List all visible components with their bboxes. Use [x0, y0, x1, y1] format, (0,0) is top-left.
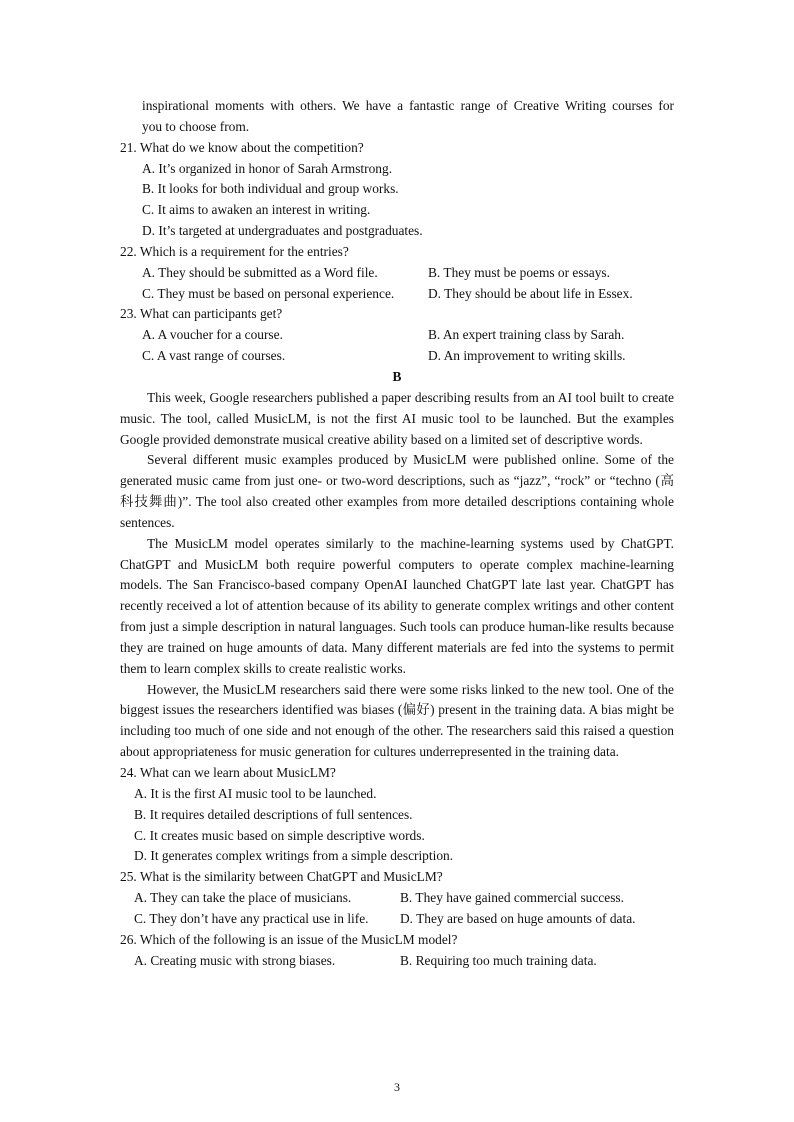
option-d[interactable]: D. An improvement to writing skills.	[428, 348, 626, 364]
option-row	[120, 263, 674, 284]
passage-line: you to choose from.	[142, 118, 250, 134]
option-b[interactable]: B. They must be poems or essays.	[428, 264, 610, 280]
passage-paragraph: However, the MusicLM researchers said there were some risks linked to the new tool. One of the biggest issues the researchers identified was biases (偏好) present in the training data. A bias might be including too much of one side and not enough of the other. The researchers said this raised a question about appropriateness for music generation for cultures underrepresented in the training data.	[120, 681, 674, 760]
question-22	[120, 242, 674, 305]
question-number: 25.	[120, 869, 137, 885]
option-c[interactable]: C. A vast range of courses.	[142, 348, 286, 364]
option-b[interactable]: B. An expert training class by Sarah.	[428, 327, 625, 343]
option-a[interactable]: A. It is the first AI music tool to be launched.	[134, 785, 377, 801]
question-23	[120, 304, 674, 367]
option-a[interactable]: A. A voucher for a course.	[142, 327, 283, 343]
option-a[interactable]: A. They should be submitted as a Word file.	[142, 264, 378, 280]
passage-paragraph: Several different music examples produced by MusicLM were published online. Some of the generated music came from just one- or two-word descriptions, such as “jazz”, “rock” or “techno (高科技舞曲)”. The tool also created other examples from more detailed descriptions containing whole sentences.	[120, 452, 674, 530]
section-b-questions	[120, 763, 674, 971]
option-row	[120, 325, 674, 346]
passage-paragraph: The MusicLM model operates similarly to the machine-learning systems used by ChatGPT. ChatGPT and MusicLM both require powerful computers to operate complex machine-learning models. The San Francisco-based company OpenAI launched ChatGPT late last year. ChatGPT has recently received a lot of attention because of its ability to generate complex writings and other content from just a simple description in natural languages. Such tools can produce human-like results because they are trained on huge amounts of data. Many different materials are fed into the systems to permit them to learn complex skills to create realistic works.	[120, 535, 674, 676]
option-d[interactable]: D. They are based on huge amounts of data.	[400, 910, 636, 926]
option-row	[120, 346, 674, 367]
question-number: 23.	[120, 306, 137, 322]
option-b[interactable]: B. Requiring too much training data.	[400, 952, 597, 968]
option-a[interactable]: A. It’s organized in honor of Sarah Armstrong.	[142, 160, 393, 176]
option-row	[120, 951, 674, 972]
question-stem	[120, 867, 674, 888]
option-b[interactable]: B. They have gained commercial success.	[400, 890, 624, 906]
question-stem	[120, 304, 674, 325]
question-text: What can participants get?	[139, 306, 283, 322]
option-a[interactable]: A. Creating music with strong biases.	[134, 952, 336, 968]
question-number: 24.	[120, 765, 137, 780]
option-b[interactable]: B. It requires detailed descriptions of full sentences.	[134, 806, 413, 822]
option-row	[120, 909, 674, 930]
option-b[interactable]: B. It looks for both individual and group works.	[142, 181, 399, 197]
option-c[interactable]: C. It aims to awaken an interest in writing.	[142, 202, 371, 218]
option-d[interactable]: D. They should be about life in Essex.	[428, 285, 633, 301]
question-stem	[120, 763, 674, 784]
exam-page-content	[120, 96, 674, 971]
question-text: Which of the following is an issue of the MusicLM model?	[139, 931, 458, 947]
option-d[interactable]: D. It generates complex writings from a simple description.	[134, 848, 454, 864]
option-d[interactable]: D. It’s targeted at undergraduates and postgraduates.	[142, 223, 423, 239]
section-title: B	[392, 368, 402, 384]
question-number: 26.	[120, 931, 137, 947]
page-number: 3	[394, 1080, 400, 1094]
option-row	[120, 888, 674, 909]
question-text: What do we know about the competition?	[139, 139, 364, 155]
question-text: What is the similarity between ChatGPT and MusicLM?	[139, 869, 443, 885]
option-c[interactable]: C. They must be based on personal experience.	[142, 285, 395, 301]
option-c[interactable]: C. It creates music based on simple descriptive words.	[134, 827, 425, 843]
question-26	[120, 930, 674, 972]
passage-a-tail	[120, 96, 674, 138]
question-24	[120, 763, 674, 867]
question-21	[120, 138, 674, 242]
question-text: Which is a requirement for the entries?	[139, 243, 349, 259]
question-25	[120, 867, 674, 930]
option-a[interactable]: A. They can take the place of musicians.	[134, 890, 352, 906]
question-text: What can we learn about MusicLM?	[139, 765, 336, 780]
option-c[interactable]: C. They don’t have any practical use in life.	[134, 910, 369, 926]
question-stem	[120, 138, 674, 159]
passage-line: inspirational moments with others. We have a fantastic range of Creative Writing courses for	[142, 98, 674, 113]
question-number: 21.	[120, 139, 137, 155]
option-row	[120, 284, 674, 305]
question-stem	[120, 242, 674, 263]
question-stem	[120, 930, 674, 951]
passage-paragraph: This week, Google researchers published a paper describing results from an AI tool built to create music. The tool, called MusicLM, is not the first AI music tool to be launched. But the examples Google provided demonstrate musical creative ability based on a limited set of descriptive words.	[120, 389, 674, 447]
question-number: 22.	[120, 243, 137, 259]
